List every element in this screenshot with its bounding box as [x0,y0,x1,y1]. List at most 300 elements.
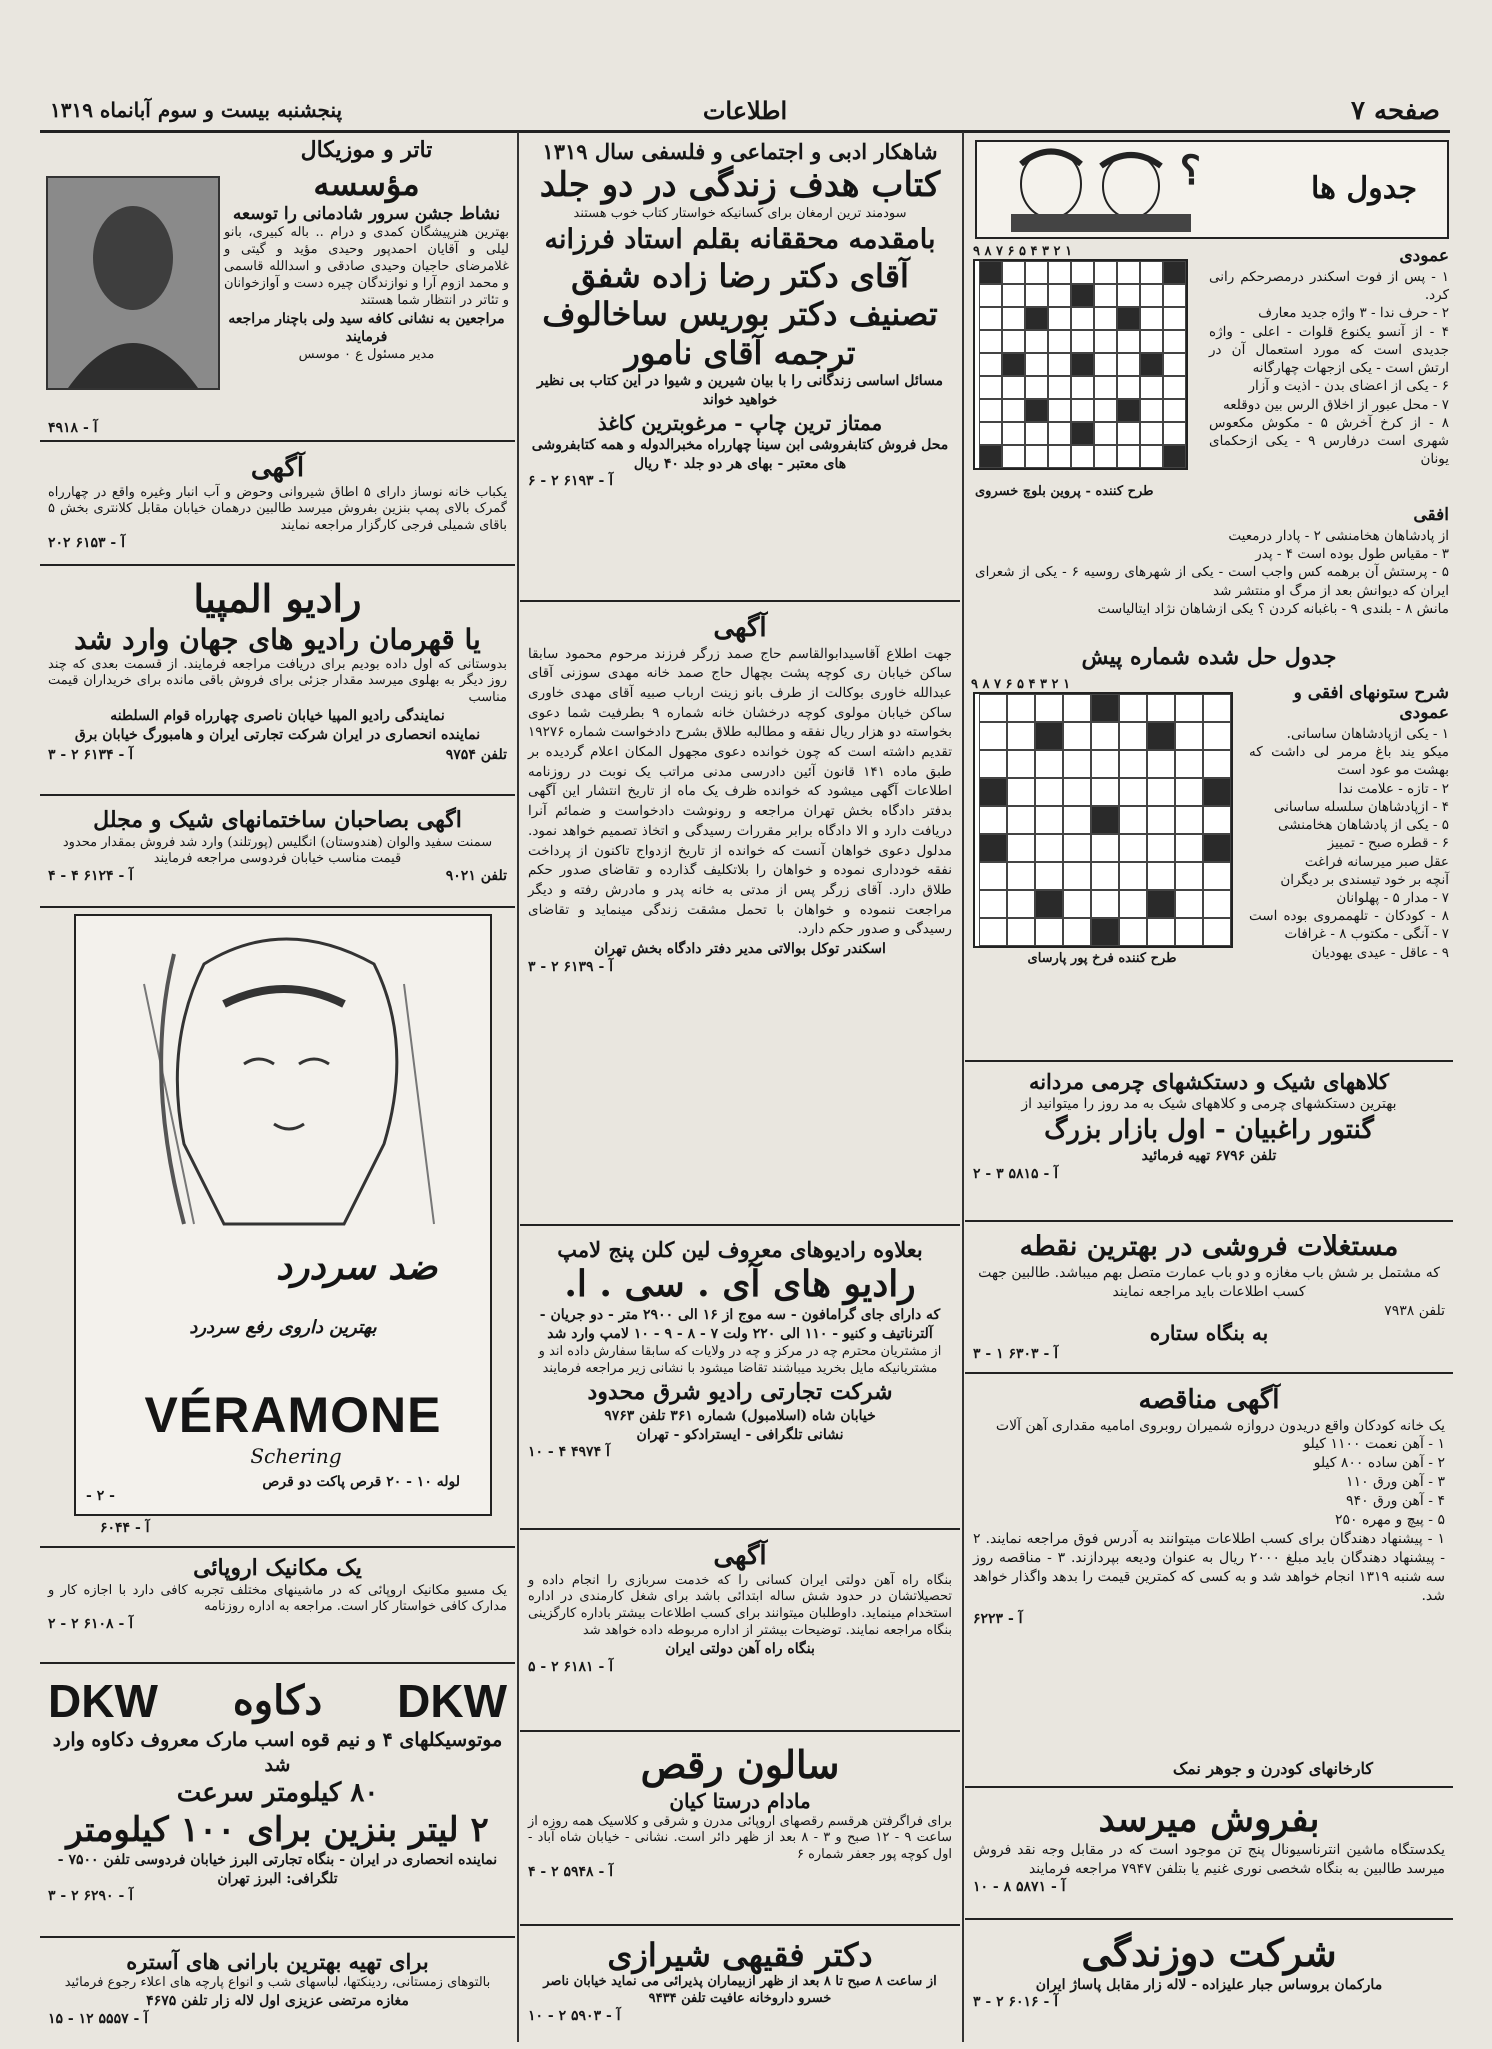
solved-cell [1175,890,1203,918]
clue: ۶ - یکی از اعضای بدن - اذیت و آزار [1248,378,1449,395]
solved-cell [979,862,1007,890]
solved-cell [1063,862,1091,890]
solved-cell [1091,778,1119,806]
tender-ad [965,1378,1453,1788]
crossword-cell[interactable] [1094,422,1117,445]
dkw-logo-right: DKW [397,1675,507,1727]
notice-body: جهت اطلاع آقاسیدابوالقاسم حاج صمد زرگر فرزند مرحوم محمود سابقا ساکن خیابان ری کوچه پشت بچهال حاج صمد خانه مهدی سوزنی آقای عبدالله خاوری بوکالت از طرف بانو زینت ارباب صبیه آقای مهدی خاوری ساکن خیابان مولوی کوچه درخشان خانه شماره ۹ بطرفیت شما دعوی بخواسته دو هزار ریال نفقه و مطالبه طلاق بشرح دادخواست شماره ۱۹۲۷۶ تقدیم داشته است که چون خوانده دعوی مجهول المکان اعلام گردیده بر طبق ماده ۱۴۱ قانون آئین دادرسی مدنی مراتب یک نوبت در روزنامه اطلاعات آگهی میشود که خوانده ظرف یک ماه از تاریخ انتشار این آگهی بدفتر دادگاه بخش تهران مراجعه و رونوشت دادخواست و ضمائم آنرا دریافت دارد و الا دادگاه برابر مقررات رسیدگی و اتخاذ تصمیم خواهد نمود. مدلول دعوی خواهان آنست که خوانده از تاریخ ازدواج تاکنون از پرداخت نفقه خودداری نموده و خواهان را بلاتکلیف گذارده و تقاضای صدور حکم طلاق دارد. آقای زرگر پس از مدتی به خانه پدر و مادرش رفته و دیگر مراجعت ننموده و خواهان با تحمل مشقت زندگی مینماید و تقاضای رسیدگی و صدور حکم دارد. [528,645,953,938]
buildings-ref: آ - ۶۱۲۴ ۴ - ۴ [48,868,134,885]
solved-cell [1119,750,1147,778]
crossword-cell[interactable] [1140,330,1163,353]
crossword-grid[interactable] [973,259,1188,470]
crossword-cell[interactable] [1094,330,1117,353]
crossword-cell[interactable] [1117,399,1140,422]
crossword-cell[interactable] [1140,445,1163,468]
solved-cell [1035,862,1063,890]
tender-ref: آ - ۶۲۲۳ [973,1611,1023,1628]
crossword-cell[interactable] [1025,445,1048,468]
solved-cell [1035,750,1063,778]
crossword-cell[interactable] [1094,353,1117,376]
crossword-cell[interactable] [1071,445,1094,468]
page-number: صفحه ۷ [1351,96,1440,126]
crossword-puzzle [973,244,1188,470]
rca-title: رادیو های آی . سی . ا. [564,1263,916,1306]
mechanic-ad [40,1546,515,1664]
clue: از پادشاهان هخامنشی ۲ - پادار درمعیت [1228,527,1449,544]
rca-address: خیابان شاه (اسلامبول) شماره ۳۶۱ تلفن ۹۷۶۳ [604,1407,876,1424]
theatre-text [224,136,509,364]
crossword-cell[interactable] [1071,376,1094,399]
crossword-cell[interactable] [979,261,1002,284]
clue: ۹ - عاقل - عیدی یهودیان [1311,944,1449,961]
solved-cell [1175,806,1203,834]
house-body: یکباب خانه نوساز دارای ۵ اطاق شیروانی وحوض و آب انبار وغیره واقع در چهارراه گمرک بالای پمپ بنزین بفروش میرسد طالبین درهمان خیابان مقابل کلانتری بخش ۵ باقای شمیلی فرجی کارگزار مراجعه نمایند [48,484,508,534]
clue: ۲ - تازه - علامت ندا [1338,780,1449,797]
crossword-cell[interactable] [1117,376,1140,399]
crossword-cell[interactable] [1048,307,1071,330]
house-title: آگهی [250,453,305,483]
veramone-pack: لوله ۱۰ - ۲۰ قرص پاکت دو قرص [262,1474,460,1491]
olympia-ad [40,570,515,796]
book-translator: ترجمه آقای نامور [624,333,856,372]
crossword-cell[interactable] [1048,261,1071,284]
solved-cell [1063,750,1091,778]
book-doctor: آقای دکتر رضا زاده شفق [571,256,909,295]
solved-cell [1091,722,1119,750]
property-body: که مشتمل بر شش باب مغازه و دو باب عمارت متصل بهم میباشد. طالبین جهت کسب اطلاعات باید مراجعه نمایند [978,1264,1440,1300]
crossword-cell[interactable] [1025,353,1048,376]
olympia-ref: آ - ۶۱۳۴ ۲ - ۳ [48,747,134,764]
rca-tel: نشانی تلگرافی - ایسترادکو - تهران [636,1426,844,1443]
buildings-title: اگهی بصاحبان ساختمانهای شیک و مجلل [93,807,462,833]
dkw-ad [40,1668,515,1938]
solved-cell [1175,778,1203,806]
crossword-clues-horizontal [975,484,1449,618]
solved-cell [1091,834,1119,862]
crossword-cell[interactable] [1163,284,1186,307]
crossword-cell[interactable] [1002,330,1025,353]
crossword-cell[interactable] [1002,284,1025,307]
solved-cell [1175,918,1203,946]
crossword-cell[interactable] [1094,307,1117,330]
crossword-cell[interactable] [979,330,1002,353]
railway-ad [520,1534,960,1732]
buildings-phone: تلفن ۹۰۲۱ [445,868,507,885]
theatre-ref: آ - ۴۹۱۸ [48,420,98,436]
dance-sub: مادام درستا کیان [669,1788,811,1813]
book-title: کتاب هدف زندگی در دو جلد [539,165,941,206]
crossword-cell[interactable] [1094,399,1117,422]
crossword-cell[interactable] [1117,445,1140,468]
theatre-title: تاتر و موزیکال [300,137,433,163]
solved-cell [1203,694,1231,722]
crossword-cell[interactable] [1071,261,1094,284]
crossword-cell[interactable] [1071,422,1094,445]
notice-ref: آ - ۶۱۳۹ ۲ - ۳ [528,958,614,975]
portrait-photo [46,176,220,390]
hats-phone: تلفن ۶۷۹۶ تهیه فرمائید [1141,1147,1277,1164]
buildings-ad [40,800,515,908]
crossword-cell[interactable] [1163,445,1186,468]
clue: ۴ - ازپادشاهان سلسله ساسانی [1273,798,1449,815]
crossword-cell[interactable] [1002,399,1025,422]
dkw-ref: آ - ۶۲۹۰ ۲ - ۳ [48,1888,134,1905]
property-phone: تلفن ۷۹۳۸ [1384,1302,1445,1319]
dkw-brand-fa: دکاوه [232,1677,323,1724]
solved-cell [1203,862,1231,890]
crossword-section [965,132,1453,642]
crossword-cell[interactable] [1048,376,1071,399]
solved-cell [1203,834,1231,862]
clue: ۳ - مقیاس طول بوده است ۴ - پدر [1255,546,1449,563]
property-ad [965,1224,1453,1374]
solved-puzzle [971,677,1233,968]
solved-cell [1175,750,1203,778]
clue: ۷ - محل عبور از اخلاق الرس بین دوقلعه [1223,396,1449,413]
hats-shop: گنتور راغبیان - اول بازار بزرگ [1044,1115,1374,1146]
crossword-cell[interactable] [1071,284,1094,307]
solved-cell [1147,722,1175,750]
solved-cell [1091,890,1119,918]
hats-ref: آ - ۵۸۱۵ ۳ - ۲ [973,1165,1059,1182]
crossword-cell[interactable] [1163,376,1186,399]
solved-cell [1035,694,1063,722]
solved-cell [1035,890,1063,918]
crossword-cell[interactable] [1002,353,1025,376]
solved-cell [1007,890,1035,918]
book-ad [520,132,960,602]
crossword-cell[interactable] [1094,376,1117,399]
solved-cell [1091,750,1119,778]
railway-ref: آ - ۶۱۸۱ ۲ - ۵ [528,1658,614,1675]
crossword-cell[interactable] [979,284,1002,307]
clue: میکو یند باغ مرمر لی داشت که بهشت مو عود است [1249,744,1449,779]
house-ad [40,446,515,566]
crossword-cell[interactable] [1025,422,1048,445]
solved-cell [1063,918,1091,946]
crossword-cell[interactable] [1163,422,1186,445]
solved-cell [979,722,1007,750]
solved-cell [1063,834,1091,862]
railway-signer: بنگاه راه آهن دولتی ایران [665,1641,815,1658]
crossword-cell[interactable] [1163,307,1186,330]
solved-cell [1007,834,1035,862]
crossword-cell[interactable] [1163,330,1186,353]
crossword-cell[interactable] [1002,261,1025,284]
buildings-footer [48,868,507,884]
crossword-cell[interactable] [1117,353,1140,376]
olympia-sub: یا قهرمان رادیو های جهان وارد شد [74,622,481,656]
solved-cell [1091,918,1119,946]
notice-signer: اسکندر توکل بوالاتی مدیر دفتر دادگاه بخش تهران [594,941,886,958]
sale-title: بفروش میرسد [1098,1798,1320,1840]
solved-cell [1147,862,1175,890]
crossword-cell[interactable] [1117,307,1140,330]
crossword-clues-vertical [1209,242,1449,468]
clue: ۱ - پس از فوت اسکندر درمصرحکم رانی کرد. [1209,269,1449,304]
solved-cell [1203,722,1231,750]
crossword-cell[interactable] [979,307,1002,330]
solved-cell [1147,806,1175,834]
solved-cell [1147,918,1175,946]
horizontal-heading: افقی [1413,504,1449,525]
clue: ۴ - از آنسو یکنوع قلوات - اعلی - واژه جدیدی است که مورد استعمال آن در ارتش است - یکی ازجهات چهارگانه [1209,323,1449,377]
solved-puzzle-section [965,637,1453,1057]
solved-cell [1007,778,1035,806]
solved-cell [979,750,1007,778]
crossword-cell[interactable] [1140,399,1163,422]
solved-column-numbers: ۹ ۸ ۷ ۶ ۵ ۴ ۳ ۲ ۱ [971,677,1071,692]
solved-title: جدول حل شده شماره پیش [1081,644,1337,670]
book-intro: بامقدمه محققانه بقلم استاد فرزانه [544,223,936,255]
solved-cell [1119,834,1147,862]
portrait-silhouette [48,178,218,388]
crossword-cell[interactable] [1002,422,1025,445]
crossword-cell[interactable] [1048,399,1071,422]
veramone-brand-block [96,1386,490,1468]
crossword-cell[interactable] [1163,353,1186,376]
crossword-cell[interactable] [1025,284,1048,307]
book-sub: سودمند ترین ارمغان برای کسانیکه خواستار کتاب خوب هستند [573,206,907,222]
crossword-cell[interactable] [1025,307,1048,330]
notice-title: آگهی [713,613,767,643]
railway-title: آگهی [713,1541,767,1571]
solved-cell [1203,778,1231,806]
veramone-ref: آ - ۶۰۴۴ [100,1520,150,1536]
crossword-cell[interactable] [1094,284,1117,307]
rca-company: شرکت تجارتی رادیو شرق محدود [587,1379,893,1406]
sale-body: یکدستگاه ماشین انترناسیونال پنج تن موجود است که در مقابل وجه نقد فروش میرسد طالبین به بنگاه شخصی نوری غنیم یا بتلفن ۷۹۴۷ مراجعه فرمایند [973,1842,1445,1878]
crossword-cell[interactable] [1025,330,1048,353]
crossword-cell[interactable] [979,445,1002,468]
dance-body: برای فراگرفتن هرقسم رقصهای اروپائی مدرن و شرقی و کلاسیک همه روزه از ساعت ۹ - ۱۲ صبح و ۳ - ۸ بعد از ظهر دائر است. نشانی - خیابان شاه آباد - اول کوچه پور جعفر شماره ۶ [528,1813,952,1863]
solved-cell [1063,694,1091,722]
coats-ad [40,1942,515,2042]
rca-note: از مشتریان محترم چه در مرکز و چه در ولایات که سابقا سفارش داده اند و مشتریانیکه مایل بخرید میباشند تقاضا میشود با نشانی زیر مراجعه فرمایند [538,1344,942,1377]
solved-cell [1119,778,1147,806]
dance-title: سالون رقص [640,1742,840,1787]
crossword-cell[interactable] [1094,445,1117,468]
solved-cell [1203,918,1231,946]
solved-cell [1007,918,1035,946]
book-ref: آ - ۶۱۹۳ ۲ - ۶ [528,473,614,490]
solved-cell [979,890,1007,918]
solved-cell [1063,778,1091,806]
mechanic-title: یک مکانیک اروپائی [193,1555,362,1581]
olympia-agency: نمایندگی رادیو المپیا خیابان ناصری چهارراه قوام السلطنه [110,708,445,725]
veramone-num: - ۲ - [86,1488,115,1504]
column-divider [962,132,964,2042]
hats-title: کلاههای شیک و دستکشهای چرمی مردانه [1028,1069,1390,1094]
doctor-ad [520,1930,960,2042]
tender-item: ۵ - پیچ و مهره ۲۵۰ [1334,1511,1445,1528]
crossword-cell[interactable] [1071,307,1094,330]
solved-cell [1091,806,1119,834]
crossword-cell[interactable] [1048,284,1071,307]
clue: ۵ - یکی از پادشاهان هخامنشی [1277,817,1449,834]
dance-ref: آ - ۵۹۴۸ ۲ - ۴ [528,1864,614,1881]
tailor-ad [965,1924,1453,2042]
solved-cell [1035,778,1063,806]
crossword-cell[interactable] [1117,284,1140,307]
mechanic-ref: آ - ۶۱۰۸ ۲ - ۲ [48,1616,134,1633]
hats-ad [965,1060,1453,1222]
crossword-cell[interactable] [1071,353,1094,376]
coats-body: بالتوهای زمستانی، ردینکتها، لباسهای شب و انواع پارچه های اعلاء رجوع فرمائید [64,1975,491,1991]
tailor-ref: آ - ۶۰۱۶ ۲ - ۳ [973,1994,1059,2011]
rca-body: که دارای جای گرامافون - سه موج از ۱۶ الی ۲۹۰۰ متر - دو جریان - آلترناتیف و کنیو - ۱۱۰ الی ۲۲۰ ولت ۷ - ۸ - ۹ - ۱۰ لامپ وارد شد [539,1307,941,1343]
clue: مانش ۸ - بلندی ۹ - باغبانه کردن ؟ یکی ازشاهان نژاد ایتالیاست [1097,600,1449,617]
crossword-cell[interactable] [1094,261,1117,284]
crossword-cell[interactable] [1117,330,1140,353]
couple-illustration [981,144,1221,234]
veramone-ad [74,914,492,1516]
solved-cell [1007,694,1035,722]
crossword-cell[interactable] [1025,376,1048,399]
solved-cell [1147,694,1175,722]
tender-conditions: ۱ - پیشنهاد دهندگان برای کسب اطلاعات میتوانند به آدرس فوق مراجعه نمایند. ۲ - پیشنهاد دهندگان باید مبلغ ۲۰۰۰ ریال به عنوان ودیعه بپردازند. ۳ - مناقصه روز سه شنبه ۱۳۱۹ انجام خواهد شد و به کسی که کمترین قیمت را بدهد واگذار خواهد شد. [973,1530,1445,1604]
solved-clues [1249,679,1449,962]
buildings-body: سمنت سفید والوان (هندوستان) انگلیس (پورتلند) وارد شد فروش بمقدار محدود قیمت مناسب خیابان فردوسی مراجعه فرمایند [62,834,493,867]
solved-cell [1035,806,1063,834]
coats-shop: مغازه مرتضی عزیزی اول لاله زار تلفن ۴۶۷۵ [146,1993,409,2010]
sale-ad [965,1792,1453,1920]
svg-text:؟: ؟ [1179,147,1201,194]
solved-cell [1007,862,1035,890]
crossword-cell[interactable] [1163,399,1186,422]
theatre-contact: مراجعین به نشانی کافه سید ولی باچنار مراجعه فرمایند [228,310,505,346]
olympia-company: نماینده انحصاری در ایران شرکت تجارتی ایران و هامبورگ خیابان برق [74,727,481,744]
column-divider [517,132,519,2042]
house-ref: آ - ۶۱۵۳ ۲۰۲ [48,535,125,552]
dkw-line1: موتوسیکلهای ۴ و نیم قوه اسب مارک معروف دکاوه وارد شد [52,1729,503,1776]
hats-body: بهترین دستکشهای چرمی و کلاههای شیک به مد روز را میتوانید از [1021,1096,1397,1113]
solved-cell [1147,890,1175,918]
woman-illustration [84,924,484,1244]
solved-cell [1007,750,1035,778]
solved-cell [1119,722,1147,750]
crossword-cell[interactable] [1002,307,1025,330]
solved-clues-heading: شرح ستونهای افقی و عمودی [1293,683,1449,723]
theatre-mgr: مدیر مسئول ع ۰ موسس [298,347,435,363]
solved-cell [1091,694,1119,722]
legal-notice [520,606,960,1226]
solved-cell [1147,750,1175,778]
theatre-body: بهترین هنرپیشگان کمدی و درام .. باله کبیری، بانو لیلی و آقایان احمدپور وحیدی مؤید و گیتی و غلامرضای حاجیان وحیدی صادقی و اسدالله قاسمی و محمد ازوم آرا و نوازندگان چیره دست و آوازخوانان و تئاتر در انتظار شما هستند [224,225,509,308]
dkw-agent: نماینده انحصاری در ایران - بنگاه تجارتی البرز خیابان فردوسی تلفن ۷۵۰۰ - تلگرافی: البرز تهران [57,1851,498,1887]
dkw-header [48,1674,507,1728]
solved-cell [979,778,1007,806]
doctor-ref: آ - ۵۹۰۳ ۲ - ۱۰ [528,2008,621,2025]
veramone-brand: VÉRAMONE [144,1387,442,1443]
veramone-maker: Schering [250,1444,342,1468]
veramone-fa-title: ضد سردرد [276,1246,438,1288]
crossword-title: جدول ها [1311,171,1417,206]
clue: ۶ - قطره صبح - تمییز [1327,835,1449,852]
theatre-inst: مؤسسه [313,164,420,203]
crossword-cell[interactable] [1002,445,1025,468]
clue: ۸ - از کرخ آخرش ۵ - مکوش مکعوس شهری است درفارس ۹ - یکی ازحکمای یونان [1209,414,1449,468]
crossword-cell[interactable] [1163,261,1186,284]
solved-cell [1007,806,1035,834]
coats-ref: آ - ۵۵۵۷ ۱۲ - ۱۵ [48,2011,149,2028]
issue-date: پنجشنبه بیست و سوم آبانماه ۱۳۱۹ [50,98,343,122]
crossword-cell[interactable] [1140,353,1163,376]
crossword-cell[interactable] [1071,330,1094,353]
crossword-cell[interactable] [979,422,1002,445]
book-author: تصنیف دکتر بوریس ساخالوف [542,295,938,334]
sale-ref: آ - ۵۸۷۱ ۸ - ۱۰ [973,1878,1066,1895]
crossword-designer: طرح کننده - پروین بلوچ خسروی [975,484,1154,499]
tender-item: ۳ - آهن ورق ۱۱۰ [1346,1474,1445,1491]
rca-ref: آ ۴۹۷۴ ۴ - ۱۰ [528,1444,610,1461]
crossword-cell[interactable] [979,376,1002,399]
tailor-body: مارکمان بروساس جبار علیزاده - لاله زار مقابل پاساژ ایران [1035,1976,1383,1993]
crossword-cell[interactable] [1117,422,1140,445]
solved-cell [979,694,1007,722]
clue: ۵ - پرستش آن برهمه کس واجب است - یکی از شهرهای روسیه ۶ - یکی از شعرای ایران که دیوانش بعد از مرگ او منتشر شد [975,564,1449,599]
crossword-cell[interactable] [1048,330,1071,353]
clue: ۱ - یکی ازپادشاهان ساسانی. [1286,726,1449,742]
crossword-cell[interactable] [1048,445,1071,468]
solved-cell [979,834,1007,862]
crossword-cell[interactable] [979,399,1002,422]
solved-cell [1147,834,1175,862]
crossword-cell[interactable] [1140,284,1163,307]
crossword-cell[interactable] [1117,261,1140,284]
book-top: شاهکار ادبی و اجتماعی و فلسفی سال ۱۳۱۹ [542,139,938,164]
veramone-slogan: بهترین داروی رفع سردرد [189,1317,377,1338]
solved-cell [1035,722,1063,750]
solved-cell [979,806,1007,834]
solved-cell [1175,722,1203,750]
solved-cell [1035,834,1063,862]
solved-cell [1203,890,1231,918]
crossword-cell[interactable] [1140,422,1163,445]
solved-cell [1119,806,1147,834]
crossword-column-numbers: ۹ ۸ ۷ ۶ ۵ ۴ ۳ ۲ ۱ [973,244,1073,259]
vertical-heading: عمودی [1399,246,1449,266]
solved-cell [1203,806,1231,834]
tender-school: کارخانهای کودرن و جوهر نمک [1172,1759,1373,1779]
crossword-cell[interactable] [1140,376,1163,399]
crossword-cell[interactable] [1048,422,1071,445]
crossword-cell[interactable] [1002,376,1025,399]
crossword-cell[interactable] [1140,307,1163,330]
crossword-cell[interactable] [1025,261,1048,284]
crossword-cell[interactable] [1071,399,1094,422]
tender-title: آگهی مناقصه [1138,1385,1280,1415]
clue: ۸ - کودکان - تلهممروی بوده است ۷ - آنگی - مکتوب ۸ - غرافات [1249,908,1449,943]
crossword-cell[interactable] [1140,261,1163,284]
solved-cell [1147,778,1175,806]
dkw-speed: ۸۰ کیلومتر سرعت [176,1778,379,1809]
crossword-cell[interactable] [1025,399,1048,422]
solved-cell [1175,862,1203,890]
dance-ad [520,1736,960,1926]
olympia-title: رادیو المپیا [193,576,362,621]
tailor-title: شرکت دوزندگی [1081,1930,1337,1975]
dkw-logo-left: DKW [48,1675,158,1727]
tender-item: ۲ - آهن ساده ۸۰۰ کیلو [1313,1455,1445,1472]
railway-body: بنگاه راه آهن دولتی ایران کسانی را که خدمت سربازی را انجام داده و تحصیلاتشان در حدود شش ساله ابتدائی باشد برای شغل کارمندی در اداره استخدام مینماید. داوطلبان میتوانند برای کسب اطلاعات بیشتر باداره کارگزینی بنگاه مراجعه نمایند. توضیحات بیشتر از اداره مربوطه داده خواهد شد [528,1572,952,1639]
tender-item: ۴ - آهن ورق ۹۴۰ [1346,1493,1445,1510]
crossword-cell[interactable] [1048,353,1071,376]
solved-cell [1119,918,1147,946]
solved-cell [1063,890,1091,918]
crossword-cell[interactable] [979,353,1002,376]
property-title: مستغلات فروشی در بهترین نقطه [1019,1231,1399,1262]
